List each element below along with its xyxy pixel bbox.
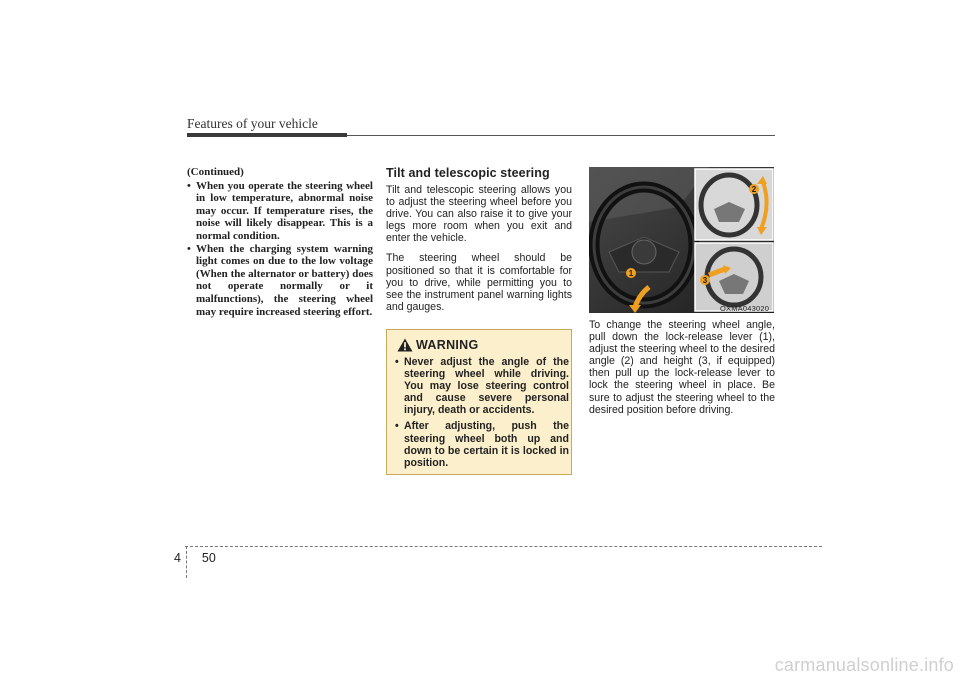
page-header-title: Features of your vehicle: [187, 116, 318, 131]
intro-paragraph: Tilt and telescopic steering allows you to adjust the steering wheel before you drive. You can also raise it to give your legs more room when you exit and enter the vehicle.: [386, 184, 572, 245]
position-paragraph: The steering wheel should be positioned so that it is comfortable for you to drive, while permitting you to see the instrument panel warning lights and gauges.: [386, 252, 572, 313]
continued-label: (Continued): [187, 166, 244, 178]
adjust-paragraph: To change the steering wheel angle, pull down the lock-release lever (1), adjust the steering wheel to the desired angle (2) and height (3, if equipped) then pull up the lock-release lever to lock the steering wheel in place. Be sure to adjust the steering wheel to the desired position before driving.: [589, 319, 775, 416]
section-heading: Tilt and telescopic steering: [386, 166, 550, 180]
footer-rule: [185, 546, 822, 547]
section-number: 4: [174, 551, 181, 565]
warning-bullet-never-adjust: • Never adjust the angle of the steering wheel while driving. You may lose steering control and cause severe personal injury, death or accidents.: [393, 356, 569, 416]
callout-3-label: 3: [702, 276, 708, 285]
callout-1-label: 1: [628, 269, 634, 278]
warning-bullet-after-adjusting: • After adjusting, push the steering wheel both up and down to be certain it is locked in position.: [393, 420, 569, 468]
warning-header: [397, 338, 479, 352]
watermark-text: carmanualsonline.info: [774, 655, 954, 675]
column-continued: [187, 166, 373, 318]
continued-bullet-list: [187, 180, 373, 319]
warning-triangle-icon: [397, 338, 413, 352]
column-tilt-steering: [386, 166, 572, 321]
callout-2-label: 2: [751, 185, 757, 194]
steering-wheel-illustration: [589, 167, 774, 313]
continued-bullet-cold: • When you operate the steering wheel in low temperature, abnormal noise may occur. If temperature rises, the noise will likely disappear. This is a normal condition.: [187, 180, 373, 243]
continued-bullet-charging: • When the charging system warning light comes on due to the low voltage (When the alternator or battery) does not operate normally or it malfunctions), the steering wheel may require increased steering effort.: [187, 243, 373, 319]
steering-adjustment-photo: [589, 167, 774, 313]
figure-code: OXMA043020: [720, 304, 770, 313]
column-adjust-instructions: [589, 319, 775, 416]
warning-title: WARNING: [416, 338, 479, 352]
warning-box: [386, 329, 572, 475]
warning-bullet-list: [393, 356, 569, 473]
page-number: [174, 551, 216, 565]
page-number-value: 50: [201, 551, 216, 565]
header-rule: [347, 135, 775, 136]
header-bar: [187, 133, 347, 137]
